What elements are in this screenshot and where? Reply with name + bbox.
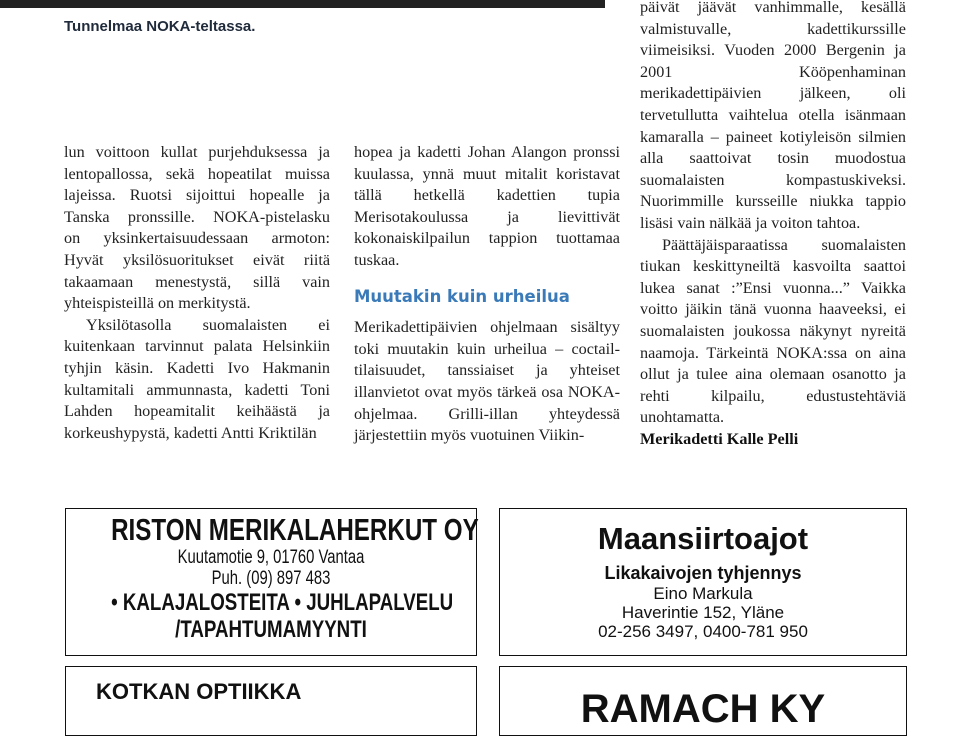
- ad-company-name: Maansiirtoajot: [597, 521, 809, 556]
- ad-phone: 02-256 3497, 0400-781 950: [598, 622, 808, 641]
- ad-company-name: RISTON MERIKALAHERKUT OY: [111, 512, 479, 547]
- article-signature: Merikadetti Kalle Pelli: [640, 429, 799, 448]
- article-column-2: [354, 142, 620, 447]
- article-line: lun voittoon kullat purjehduksessa ja: [64, 143, 330, 161]
- ad-kotkan-optiikka: [65, 666, 477, 736]
- section-subheading: Muutakin kuin urheilua: [354, 286, 570, 306]
- article-line: Tanska pronssille. NOKA-pistelasku: [64, 207, 330, 226]
- ad-service: Likakaivojen tyhjennys: [604, 563, 802, 583]
- ad-contact-person: Eino Markula: [653, 584, 753, 603]
- article-line: takaamaan menestystä, sillä vain: [64, 272, 330, 291]
- ad-ramach: [499, 666, 907, 736]
- ad-phone: Puh. (09) 897 483: [211, 568, 331, 589]
- ad-address: Haverintie 152, Yläne: [621, 603, 785, 622]
- ad-address: Kuutamotie 9, 01760 Vantaa: [177, 547, 365, 568]
- article-line: Hyvät yksilösuoritukset eivät riitä: [64, 250, 330, 269]
- ad-services: • KALAJALOSTEITA • JUHLAPALVELU: [111, 589, 454, 616]
- article-column-1: [64, 142, 330, 444]
- ad-company-name: KOTKAN OPTIIKKA: [96, 679, 302, 704]
- ad-company-name: RAMACH KY: [580, 687, 826, 731]
- ad-riston-merikalaherkut: [65, 508, 477, 656]
- photo-bottom-edge: [0, 0, 605, 8]
- article-paragraph: hopea ja kadetti Johan Alangon pronssi kuulassa, ynnä muut mitalit koristavat tällä hetkellä kadettien tupia Merisotakoulussa ja lievittivät kokonaiskilpailun tappion tuottamaa tuskaa.: [354, 143, 620, 269]
- photo-caption: Tunnelmaa NOKA-teltassa.: [64, 18, 256, 35]
- article-line: on yksinkertaisuudessaan armoton:: [64, 229, 330, 248]
- ad-services: /TAPAHTUMAMYYNTI: [175, 616, 367, 643]
- article-paragraph: Yksilötasolla suomalaisten ei kuitenkaan tarvinnut palata Helsinkiin tyhjin käsin. Kadetti Ivo Hakmanin kultamitali ammunnasta, kadetti Toni Lahden hopeamitalit keihäästä ja korkeushypystä, kadetti Antti Kriktilän: [64, 315, 330, 442]
- article-column-3: [640, 0, 906, 450]
- article-line: yhteispisteillä on merkitystä.: [64, 294, 251, 313]
- article-line: lajeissa. Ruotsi sijoittui hopealle ja: [64, 186, 330, 205]
- article-paragraph: päivät jäävät vanhimmalle, kesällä valmistuvalle, kadettikurssille viimeisiksi. Vuoden 2000 Bergenin ja 2001 Kööpenhaminan merikadettipäivien jälkeen, oli tervetullutta vaihtelua otella isänmaan kamaralla – paineet kotiyleisön silmien alla saattoivat tosin muodostua suomalaisten kompastuskiveksi. Nuorimmille kursseille niukka tappio lisäsi vain nälkää ja voiton tahtoa.: [640, 0, 906, 232]
- article-paragraph: Merikadettipäivien ohjelmaan sisältyy toki muutakin kuin urheilua – coctail-tilaisuudet, tanssiaiset ja yhteiset illanvietot ovat myös tärkeä osa NOKA-ohjelmaa. Grilli-illan yhteydessä järjestettiin myös vuotuinen Viikin-: [354, 318, 620, 445]
- article-paragraph: Päättäjäisparaatissa suomalaisten tiukan keskittyneiltä kasvoilta saattoi lukea sanat :”Ensi vuonna...” Vaikka voitto jäikin tänä vuonna haaveeksi, ei suomalaisten joukossa näkynyt nyreitä naamoja. Tärkeintä NOKA:ssa on aina ollut ja tulee aina olemaan osanotto ja rehti kilpailu, edustustehtäviä unohtamatta.: [640, 235, 906, 427]
- article-line: lentopallossa, sekä hopeatilat muissa: [64, 164, 330, 183]
- ad-maansiirtoajot: [499, 508, 907, 656]
